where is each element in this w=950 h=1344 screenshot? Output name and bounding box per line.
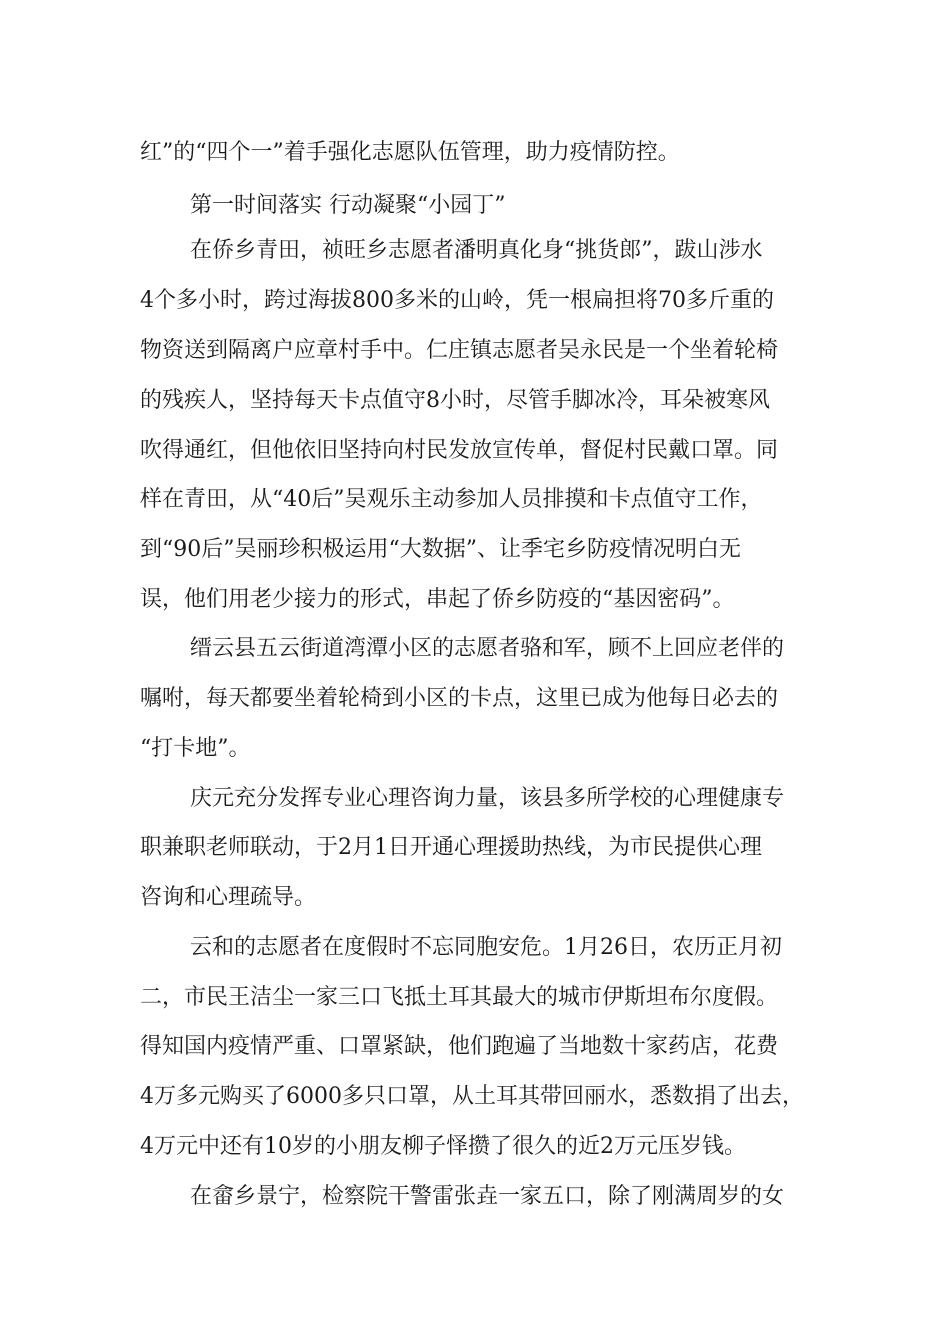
text-line: “打卡地”。	[140, 736, 251, 761]
text-line: 在畲乡景宁，检察院干警雷张垚一家五口，除了刚满周岁的女	[190, 1184, 785, 1209]
text-line: 云和的志愿者在度假时不忘同胞安危。1月26日，农历正月初	[190, 935, 782, 960]
text-line: 误，他们用老少接力的形式，串起了侨乡防疫的“基因密码”。	[140, 587, 735, 612]
text-line: 二，市民王洁尘一家三口飞抵土耳其最大的城市伊斯坦布尔度假。	[140, 985, 779, 1010]
text-line: 样在青田，从“40后”吴观乐主动参加人员排摸和卡点值守工作，	[140, 487, 763, 512]
text-line: 得知国内疫情严重、口罩紧缺，他们跑遍了当地数十家药店，花费	[140, 1034, 779, 1059]
text-line: 吹得通红，但他依旧坚持向村民发放宣传单，督促村民戴口罩。同	[140, 438, 779, 463]
text-line: 在侨乡青田，祯旺乡志愿者潘明真化身“挑货郎”，跋山涉水	[190, 238, 763, 263]
text-line: 的残疾人，坚持每天卡点值守8小时，尽管手脚冰冷，耳朵被寒风	[140, 388, 770, 413]
section-heading: 第一时间落实 行动凝聚“小园丁”	[190, 193, 506, 218]
text-line: 物资送到隔离户应章村手中。仁庄镇志愿者吴永民是一个坐着轮椅	[140, 338, 779, 363]
text-line: 红”的“四个一”着手强化志愿队伍管理，助力疫情防控。	[140, 140, 680, 165]
text-line: 4个多小时，跨过海拔800多米的山岭，凭一根扁担将70多斤重的	[140, 288, 774, 313]
text-line: 嘱咐，每天都要坐着轮椅到小区的卡点，这里已成为他每日必去的	[140, 686, 779, 711]
text-line: 到“90后”吴丽珍积极运用“大数据”、让季宅乡防疫情况明白无	[140, 537, 741, 562]
text-line: 4万元中还有10岁的小朋友柳子怿攒了很久的近2万元压岁钱。	[140, 1134, 746, 1159]
text-line: 4万多元购买了6000多只口罩，从土耳其带回丽水，悉数捐了出去，	[140, 1084, 804, 1109]
text-line: 咨询和心理疏导。	[140, 885, 317, 910]
text-line: 职兼职老师联动，于2月1日开通心理援助热线，为市民提供心理	[140, 835, 762, 860]
text-line: 缙云县五云街道湾潭小区的志愿者骆和军，顾不上回应老伴的	[190, 636, 785, 661]
text-line: 庆元充分发挥专业心理咨询力量，该县多所学校的心理健康专	[190, 786, 785, 811]
